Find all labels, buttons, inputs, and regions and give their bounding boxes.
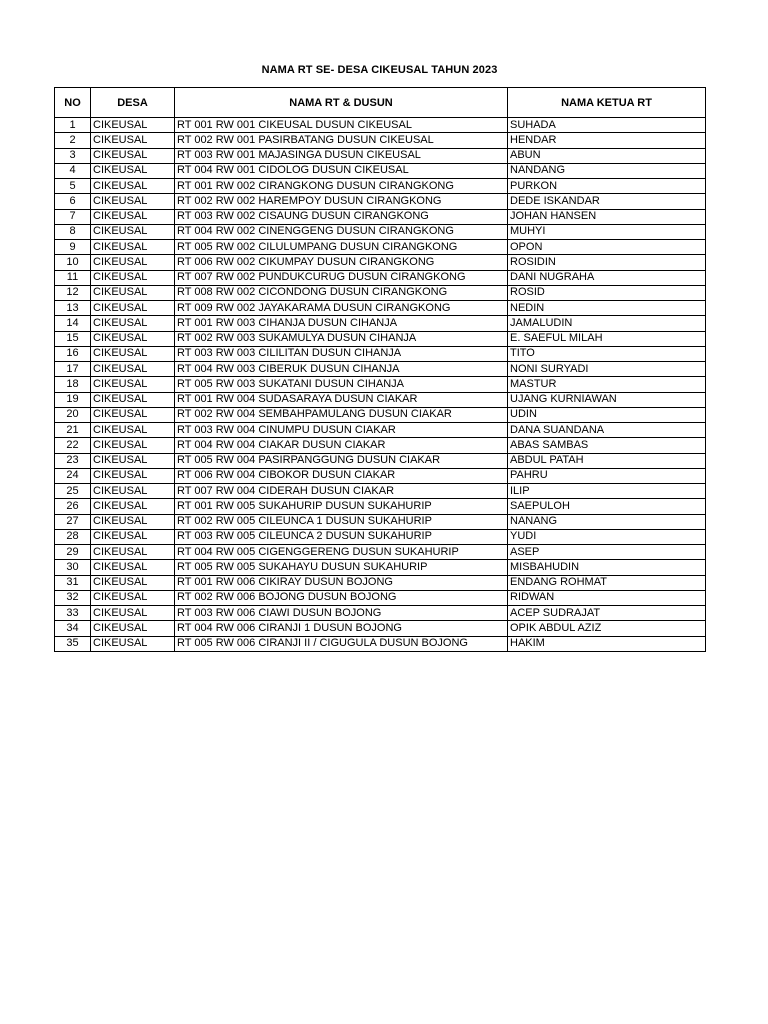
cell-no: 7	[55, 209, 91, 224]
table-row	[55, 285, 706, 300]
table-row	[55, 606, 706, 621]
cell-desa: CIKEUSAL	[91, 514, 175, 529]
cell-no: 9	[55, 240, 91, 255]
cell-nama-rt-dusun: RT 002 RW 003 SUKAMULYA DUSUN CIHANJA	[175, 331, 508, 346]
cell-desa: CIKEUSAL	[91, 179, 175, 194]
cell-no: 14	[55, 316, 91, 331]
cell-desa: CIKEUSAL	[91, 194, 175, 209]
table-row	[55, 407, 706, 422]
cell-nama-rt-dusun: RT 003 RW 002 CISAUNG DUSUN CIRANGKONG	[175, 209, 508, 224]
cell-desa: CIKEUSAL	[91, 285, 175, 300]
table-body	[55, 118, 706, 652]
cell-no: 15	[55, 331, 91, 346]
cell-desa: CIKEUSAL	[91, 392, 175, 407]
cell-no: 21	[55, 423, 91, 438]
table-row	[55, 346, 706, 361]
cell-nama-rt-dusun: RT 003 RW 003 CILILITAN DUSUN CIHANJA	[175, 346, 508, 361]
cell-no: 18	[55, 377, 91, 392]
header-nama-rt-dusun: NAMA RT & DUSUN	[175, 88, 508, 118]
cell-no: 16	[55, 346, 91, 361]
cell-desa: CIKEUSAL	[91, 590, 175, 605]
cell-no: 27	[55, 514, 91, 529]
cell-no: 32	[55, 590, 91, 605]
cell-nama-ketua-rt: JOHAN HANSEN	[508, 209, 706, 224]
cell-desa: CIKEUSAL	[91, 423, 175, 438]
cell-desa: CIKEUSAL	[91, 316, 175, 331]
table-row	[55, 301, 706, 316]
table-row	[55, 529, 706, 544]
table-row	[55, 621, 706, 636]
cell-nama-rt-dusun: RT 007 RW 002 PUNDUKCURUG DUSUN CIRANGKONG	[175, 270, 508, 285]
cell-nama-ketua-rt: NONI SURYADI	[508, 362, 706, 377]
cell-desa: CIKEUSAL	[91, 346, 175, 361]
cell-desa: CIKEUSAL	[91, 377, 175, 392]
cell-desa: CIKEUSAL	[91, 453, 175, 468]
cell-desa: CIKEUSAL	[91, 301, 175, 316]
table-row	[55, 133, 706, 148]
cell-nama-ketua-rt: SAEPULOH	[508, 499, 706, 514]
cell-nama-rt-dusun: RT 005 RW 004 PASIRPANGGUNG DUSUN CIAKAR	[175, 453, 508, 468]
cell-nama-rt-dusun: RT 004 RW 002 CINENGGENG DUSUN CIRANGKONG	[175, 224, 508, 239]
cell-nama-ketua-rt: PAHRU	[508, 468, 706, 483]
table-row	[55, 468, 706, 483]
document-title: NAMA RT SE- DESA CIKEUSAL TAHUN 2023	[261, 64, 498, 76]
cell-nama-ketua-rt: NANANG	[508, 514, 706, 529]
cell-no: 12	[55, 285, 91, 300]
cell-nama-rt-dusun: RT 001 RW 002 CIRANGKONG DUSUN CIRANGKONG	[175, 179, 508, 194]
cell-desa: CIKEUSAL	[91, 163, 175, 178]
cell-desa: CIKEUSAL	[91, 484, 175, 499]
cell-no: 8	[55, 224, 91, 239]
cell-nama-ketua-rt: MISBAHUDIN	[508, 560, 706, 575]
cell-nama-ketua-rt: TITO	[508, 346, 706, 361]
cell-nama-rt-dusun: RT 007 RW 004 CIDERAH DUSUN CIAKAR	[175, 484, 508, 499]
cell-nama-rt-dusun: RT 002 RW 005 CILEUNCA 1 DUSUN SUKAHURIP	[175, 514, 508, 529]
cell-nama-rt-dusun: RT 008 RW 002 CICONDONG DUSUN CIRANGKONG	[175, 285, 508, 300]
cell-no: 11	[55, 270, 91, 285]
cell-no: 34	[55, 621, 91, 636]
cell-nama-rt-dusun: RT 003 RW 001 MAJASINGA DUSUN CIKEUSAL	[175, 148, 508, 163]
cell-nama-ketua-rt: ROSIDIN	[508, 255, 706, 270]
table-row	[55, 392, 706, 407]
table-header-row	[55, 88, 706, 118]
cell-no: 6	[55, 194, 91, 209]
table-row	[55, 224, 706, 239]
cell-nama-rt-dusun: RT 004 RW 004 CIAKAR DUSUN CIAKAR	[175, 438, 508, 453]
cell-desa: CIKEUSAL	[91, 636, 175, 651]
table-row	[55, 270, 706, 285]
cell-nama-ketua-rt: HAKIM	[508, 636, 706, 651]
cell-no: 20	[55, 407, 91, 422]
table-row	[55, 362, 706, 377]
cell-no: 10	[55, 255, 91, 270]
cell-nama-rt-dusun: RT 001 RW 005 SUKAHURIP DUSUN SUKAHURIP	[175, 499, 508, 514]
table-row	[55, 331, 706, 346]
cell-no: 2	[55, 133, 91, 148]
cell-nama-ketua-rt: JAMALUDIN	[508, 316, 706, 331]
cell-nama-ketua-rt: UDIN	[508, 407, 706, 422]
table-row	[55, 209, 706, 224]
cell-nama-rt-dusun: RT 004 RW 005 CIGENGGERENG DUSUN SUKAHURIP	[175, 545, 508, 560]
cell-nama-rt-dusun: RT 003 RW 004 CINUMPU DUSUN CIAKAR	[175, 423, 508, 438]
cell-desa: CIKEUSAL	[91, 545, 175, 560]
cell-nama-ketua-rt: OPON	[508, 240, 706, 255]
cell-nama-ketua-rt: ABUN	[508, 148, 706, 163]
cell-desa: CIKEUSAL	[91, 606, 175, 621]
cell-desa: CIKEUSAL	[91, 438, 175, 453]
cell-nama-ketua-rt: E. SAEFUL MILAH	[508, 331, 706, 346]
cell-nama-rt-dusun: RT 001 RW 006 CIKIRAY DUSUN BOJONG	[175, 575, 508, 590]
cell-nama-rt-dusun: RT 005 RW 003 SUKATANI DUSUN CIHANJA	[175, 377, 508, 392]
cell-desa: CIKEUSAL	[91, 133, 175, 148]
cell-no: 13	[55, 301, 91, 316]
table-row	[55, 484, 706, 499]
cell-nama-rt-dusun: RT 003 RW 005 CILEUNCA 2 DUSUN SUKAHURIP	[175, 529, 508, 544]
cell-no: 3	[55, 148, 91, 163]
cell-desa: CIKEUSAL	[91, 148, 175, 163]
cell-nama-rt-dusun: RT 005 RW 002 CILULUMPANG DUSUN CIRANGKONG	[175, 240, 508, 255]
cell-nama-ketua-rt: MASTUR	[508, 377, 706, 392]
cell-desa: CIKEUSAL	[91, 362, 175, 377]
cell-desa: CIKEUSAL	[91, 118, 175, 133]
cell-nama-rt-dusun: RT 009 RW 002 JAYAKARAMA DUSUN CIRANGKONG	[175, 301, 508, 316]
rt-table	[54, 87, 706, 652]
table-row	[55, 636, 706, 651]
cell-nama-ketua-rt: OPIK ABDUL AZIZ	[508, 621, 706, 636]
table-row	[55, 499, 706, 514]
cell-nama-rt-dusun: RT 004 RW 003 CIBERUK DUSUN CIHANJA	[175, 362, 508, 377]
cell-nama-ketua-rt: RIDWAN	[508, 590, 706, 605]
cell-no: 23	[55, 453, 91, 468]
cell-no: 22	[55, 438, 91, 453]
table-row	[55, 179, 706, 194]
cell-nama-ketua-rt: HENDAR	[508, 133, 706, 148]
cell-nama-rt-dusun: RT 002 RW 001 PASIRBATANG DUSUN CIKEUSAL	[175, 133, 508, 148]
cell-no: 29	[55, 545, 91, 560]
cell-no: 30	[55, 560, 91, 575]
table-row	[55, 575, 706, 590]
cell-no: 25	[55, 484, 91, 499]
header-desa: DESA	[91, 88, 175, 118]
cell-nama-rt-dusun: RT 003 RW 006 CIAWI DUSUN BOJONG	[175, 606, 508, 621]
cell-no: 4	[55, 163, 91, 178]
cell-desa: CIKEUSAL	[91, 270, 175, 285]
cell-desa: CIKEUSAL	[91, 529, 175, 544]
cell-no: 33	[55, 606, 91, 621]
cell-nama-ketua-rt: YUDI	[508, 529, 706, 544]
cell-nama-ketua-rt: ILIP	[508, 484, 706, 499]
cell-desa: CIKEUSAL	[91, 224, 175, 239]
table-row	[55, 240, 706, 255]
cell-nama-rt-dusun: RT 006 RW 002 CIKUMPAY DUSUN CIRANGKONG	[175, 255, 508, 270]
table-row	[55, 560, 706, 575]
cell-nama-ketua-rt: ROSID	[508, 285, 706, 300]
table-row	[55, 316, 706, 331]
cell-no: 26	[55, 499, 91, 514]
cell-no: 28	[55, 529, 91, 544]
table-row	[55, 377, 706, 392]
cell-nama-rt-dusun: RT 005 RW 006 CIRANJI II / CIGUGULA DUSUN BOJONG	[175, 636, 508, 651]
cell-nama-rt-dusun: RT 002 RW 006 BOJONG DUSUN BOJONG	[175, 590, 508, 605]
cell-nama-rt-dusun: RT 004 RW 006 CIRANJI 1 DUSUN BOJONG	[175, 621, 508, 636]
table-row	[55, 423, 706, 438]
cell-desa: CIKEUSAL	[91, 575, 175, 590]
cell-desa: CIKEUSAL	[91, 407, 175, 422]
cell-desa: CIKEUSAL	[91, 468, 175, 483]
table-row	[55, 255, 706, 270]
table-row	[55, 438, 706, 453]
cell-desa: CIKEUSAL	[91, 621, 175, 636]
cell-nama-ketua-rt: ABAS SAMBAS	[508, 438, 706, 453]
table-row	[55, 453, 706, 468]
cell-desa: CIKEUSAL	[91, 240, 175, 255]
cell-nama-rt-dusun: RT 004 RW 001 CIDOLOG DUSUN CIKEUSAL	[175, 163, 508, 178]
cell-nama-rt-dusun: RT 001 RW 001 CIKEUSAL DUSUN CIKEUSAL	[175, 118, 508, 133]
cell-nama-rt-dusun: RT 001 RW 003 CIHANJA DUSUN CIHANJA	[175, 316, 508, 331]
cell-nama-ketua-rt: NEDIN	[508, 301, 706, 316]
cell-nama-rt-dusun: RT 001 RW 004 SUDASARAYA DUSUN CIAKAR	[175, 392, 508, 407]
cell-no: 17	[55, 362, 91, 377]
cell-desa: CIKEUSAL	[91, 331, 175, 346]
cell-nama-ketua-rt: ENDANG ROHMAT	[508, 575, 706, 590]
cell-nama-ketua-rt: SUHADA	[508, 118, 706, 133]
cell-nama-ketua-rt: NANDANG	[508, 163, 706, 178]
table-row	[55, 590, 706, 605]
cell-no: 5	[55, 179, 91, 194]
cell-no: 31	[55, 575, 91, 590]
cell-desa: CIKEUSAL	[91, 255, 175, 270]
table-row	[55, 118, 706, 133]
table-row	[55, 148, 706, 163]
header-nama-ketua-rt: NAMA KETUA RT	[508, 88, 706, 118]
cell-desa: CIKEUSAL	[91, 499, 175, 514]
cell-nama-ketua-rt: ACEP SUDRAJAT	[508, 606, 706, 621]
cell-nama-rt-dusun: RT 005 RW 005 SUKAHAYU DUSUN SUKAHURIP	[175, 560, 508, 575]
cell-nama-ketua-rt: PURKON	[508, 179, 706, 194]
cell-no: 19	[55, 392, 91, 407]
cell-nama-rt-dusun: RT 002 RW 002 HAREMPOY DUSUN CIRANGKONG	[175, 194, 508, 209]
header-no: NO	[55, 88, 91, 118]
cell-nama-rt-dusun: RT 002 RW 004 SEMBAHPAMULANG DUSUN CIAKAR	[175, 407, 508, 422]
cell-no: 1	[55, 118, 91, 133]
cell-nama-ketua-rt: DANI NUGRAHA	[508, 270, 706, 285]
table-row	[55, 163, 706, 178]
cell-nama-rt-dusun: RT 006 RW 004 CIBOKOR DUSUN CIAKAR	[175, 468, 508, 483]
cell-desa: CIKEUSAL	[91, 560, 175, 575]
cell-nama-ketua-rt: ASEP	[508, 545, 706, 560]
cell-nama-ketua-rt: UJANG KURNIAWAN	[508, 392, 706, 407]
cell-nama-ketua-rt: DANA SUANDANA	[508, 423, 706, 438]
table-row	[55, 194, 706, 209]
cell-no: 35	[55, 636, 91, 651]
cell-no: 24	[55, 468, 91, 483]
cell-nama-ketua-rt: ABDUL PATAH	[508, 453, 706, 468]
table-row	[55, 514, 706, 529]
cell-nama-ketua-rt: DEDE ISKANDAR	[508, 194, 706, 209]
cell-nama-ketua-rt: MUHYI	[508, 224, 706, 239]
cell-desa: CIKEUSAL	[91, 209, 175, 224]
table-row	[55, 545, 706, 560]
